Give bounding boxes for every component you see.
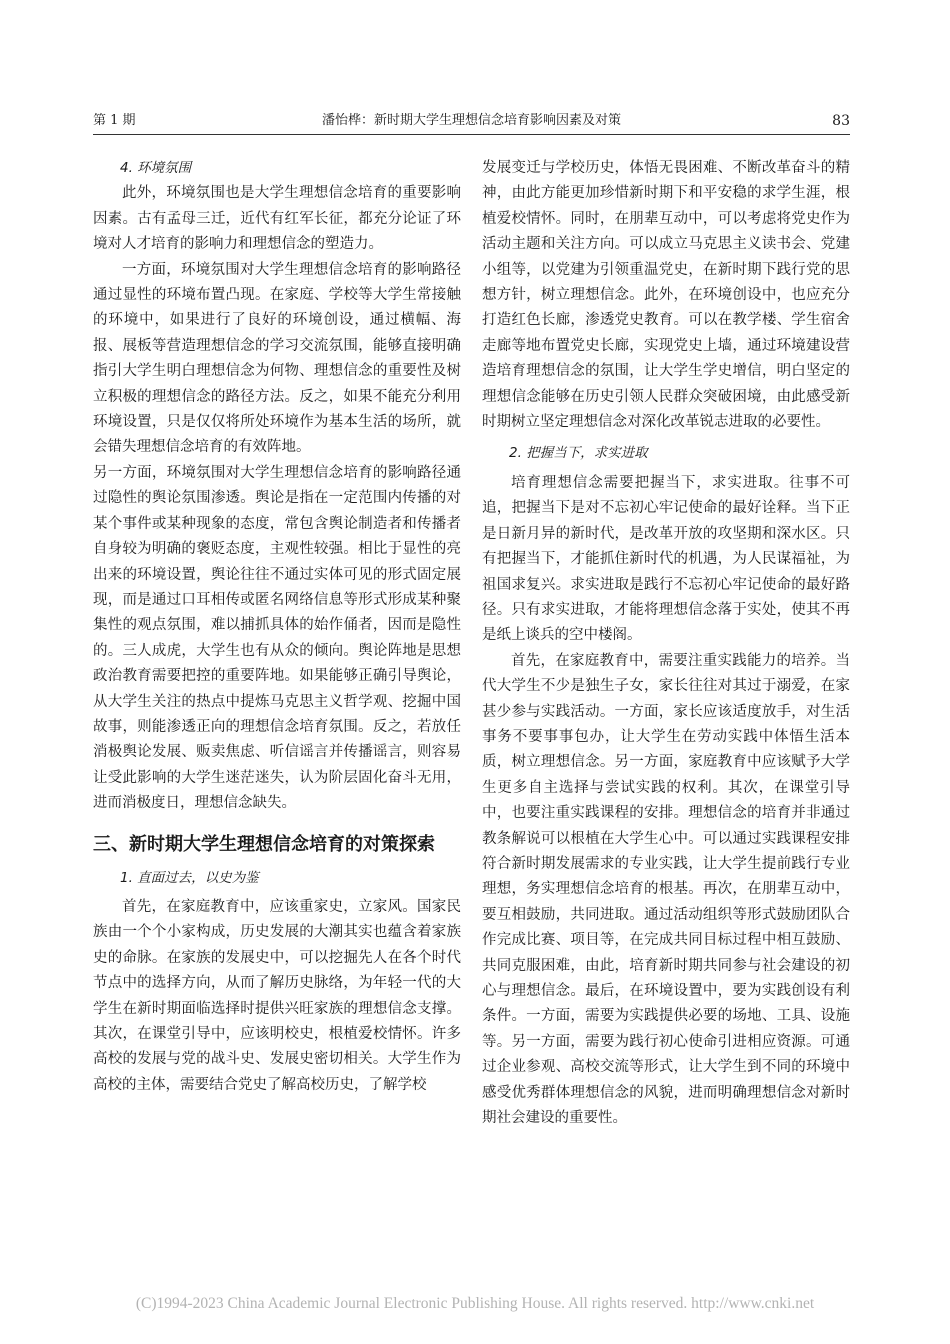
subheading-present: 2. 把握当下，求实进取 [509, 445, 648, 462]
paragraph: 此外，环境氛围也是大学生理想信念培育的重要影响因素。古有孟母三迁，近代有红军长征，都充分论证了环境对人才培育的影响力和理想信念的塑造力。 [93, 185, 461, 253]
running-title: 潘怡桦：新时期大学生理想信念培育影响因素及对策 [321, 113, 621, 128]
subheading-environment: 4. 环境氛围 [120, 160, 192, 176]
section-heading: 三、新时期大学生理想信念培育的对策探索 [93, 833, 435, 855]
paragraph: 另一方面，环境氛围对大学生理想信念培育的影响路径通过隐性的舆论氛围渗透。舆论是指在一定范围内传播的对某个事件或某种现象的态度，常包含舆论制造者和传播者自身较为明确的褒贬态度，主观性较强。相比于显性的亮出来的环境设置，舆论往往不通过实体可见的形式固定展现，而是通过口耳相传或匿名网络信息等形式形成某种聚集性的观点氛围，难以捕抓具体的始作俑者，因而是隐性的。三人成虎，大学生也有从众的倾向。舆论阵地是思想政治教育需要把控的重要阵地。如果能够正确引导舆论，从大学生关注的热点中提炼马克思主义哲学观、挖掘中国故事，则能渗透正向的理想信念培育氛围。反之，若放任消极舆论发展、贩卖焦虑、听信谣言并传播谣言，则容易让受此影响的大学生迷茫迷失，认为阶层固化奋斗无用，进而消极度日，理想信念缺失。 [93, 464, 461, 812]
paragraph: 一方面，环境氛围对大学生理想信念培育的影响路径通过显性的环境布置凸现。在家庭、学校等大学生常接触的环境中，如果进行了良好的环境创设，通过横幅、海报、展板等营造理想信念的学习交流氛围，能够直接明确指引大学生明白理想信念为何物、理想信念的重要性及树立积极的理想信念的路径方法。反之，如果不能充分利用环境设置，只是仅仅将所处环境作为基本生活的场所，就会错失理想信念培育的有效阵地。 [93, 261, 461, 456]
running-header [93, 110, 850, 132]
paragraph: 发展变迁与学校历史，体悟无畏困难、不断改革奋斗的精神，由此方能更加珍惜新时期下和平安稳的求学生涯，根植爱校情怀。同时，在朋辈互动中，可以考虑将党史作为活动主题和关注方向。可以成立马克思主义读书会、党建小组等，以党建为引领重温党史，在新时期下践行党的思想方针，树立理想信念。此外，在环境创设中，也应充分打造红色长廊，渗透党史教育。可以在教学楼、学生宿舍走廊等地布置党史长廊，实现党史上墙，通过环境建设营造培育理想信念的氛围，让大学生学史增信，明白坚定的理想信念能够在历史引领人民群众突破困境，由此感受新时期树立坚定理想信念对深化改革锐志进取的必要性。 [482, 160, 850, 431]
left-column [93, 156, 461, 1098]
paragraph: 首先，在家庭教育中，需要注重实践能力的培养。当代大学生不少是独生子女，家长往往对其过于溺爱，在家甚少参与实践活动。一方面，家长应该适度放手，对生活事务不要事事包办，让大学生在劳动实践中体悟生活本质，树立理想信念。另一方面，家庭教育中应该赋予大学生更多自主选择与尝试实践的权利。其次，在课堂引导中，也要注重实践课程的安排。理想信念的培育并非通过教条解说可以根植在大学生心中。可以通过实践课程安排符合新时期发展需求的专业实践，让大学生提前践行专业理想，务实理想信念培育的根基。再次，在朋辈互动中，要互相鼓励，共同进取。通过活动组织等形式鼓励团队合作完成比赛、项目等，在完成共同目标过程中相互鼓励、共同克服困难，由此，培育新时期共同参与社会建设的初心与理想信念。最后，在环境设置中，要为实践创设有利条件。一方面，需要为实践提供必要的场地、工具、设施等。另一方面，需要为践行初心使命引进相应资源。可通过企业参观、高校交流等形式，让大学生到不同的环境中感受优秀群体理想信念的风貌，进而明确理想信念对新时期社会建设的重要性。 [482, 652, 850, 1127]
header-rule [93, 134, 850, 135]
right-column [482, 156, 850, 1131]
page-number: 83 [832, 113, 850, 129]
paragraph: 培育理想信念需要把握当下，求实进取。往事不可追，把握当下是对不忘初心牢记使命的最好诠释。当下正是日新月异的新时代，是改革开放的攻坚期和深水区。只有把握当下，才能抓住新时代的机遇，为人民谋福祉，为祖国求复兴。求实进取是践行不忘初心牢记使命的最好路径。只有求实进取，才能将理想信念落于实处，使其不再是纸上谈兵的空中楼阁。 [482, 474, 850, 644]
paragraph: 首先，在家庭教育中，应该重家史，立家风。国家民族由一个个小家构成，历史发展的大潮其实也蕴含着家族史的命脉。在家族的发展史中，可以挖掘先人在各个时代节点中的选择方向，从而了解历史脉络，为年轻一代的大学生在新时期面临选择时提供兴旺家族的理想信念支撑。其次，在课堂引导中，应该明校史，根植爱校情怀。许多高校的发展与党的战斗史、发展史密切相关。大学生作为高校的主体，需要结合党史了解高校历史，了解学校 [93, 898, 461, 1093]
subheading-history: 1. 直面过去，以史为鉴 [120, 869, 259, 886]
issue-number: 第 1 期 [93, 113, 136, 128]
copyright-footer: (C)1994-2023 China Academic Journal Electronic Publishing House. All rights reserved. http://www.cnki.net [135, 1295, 815, 1312]
